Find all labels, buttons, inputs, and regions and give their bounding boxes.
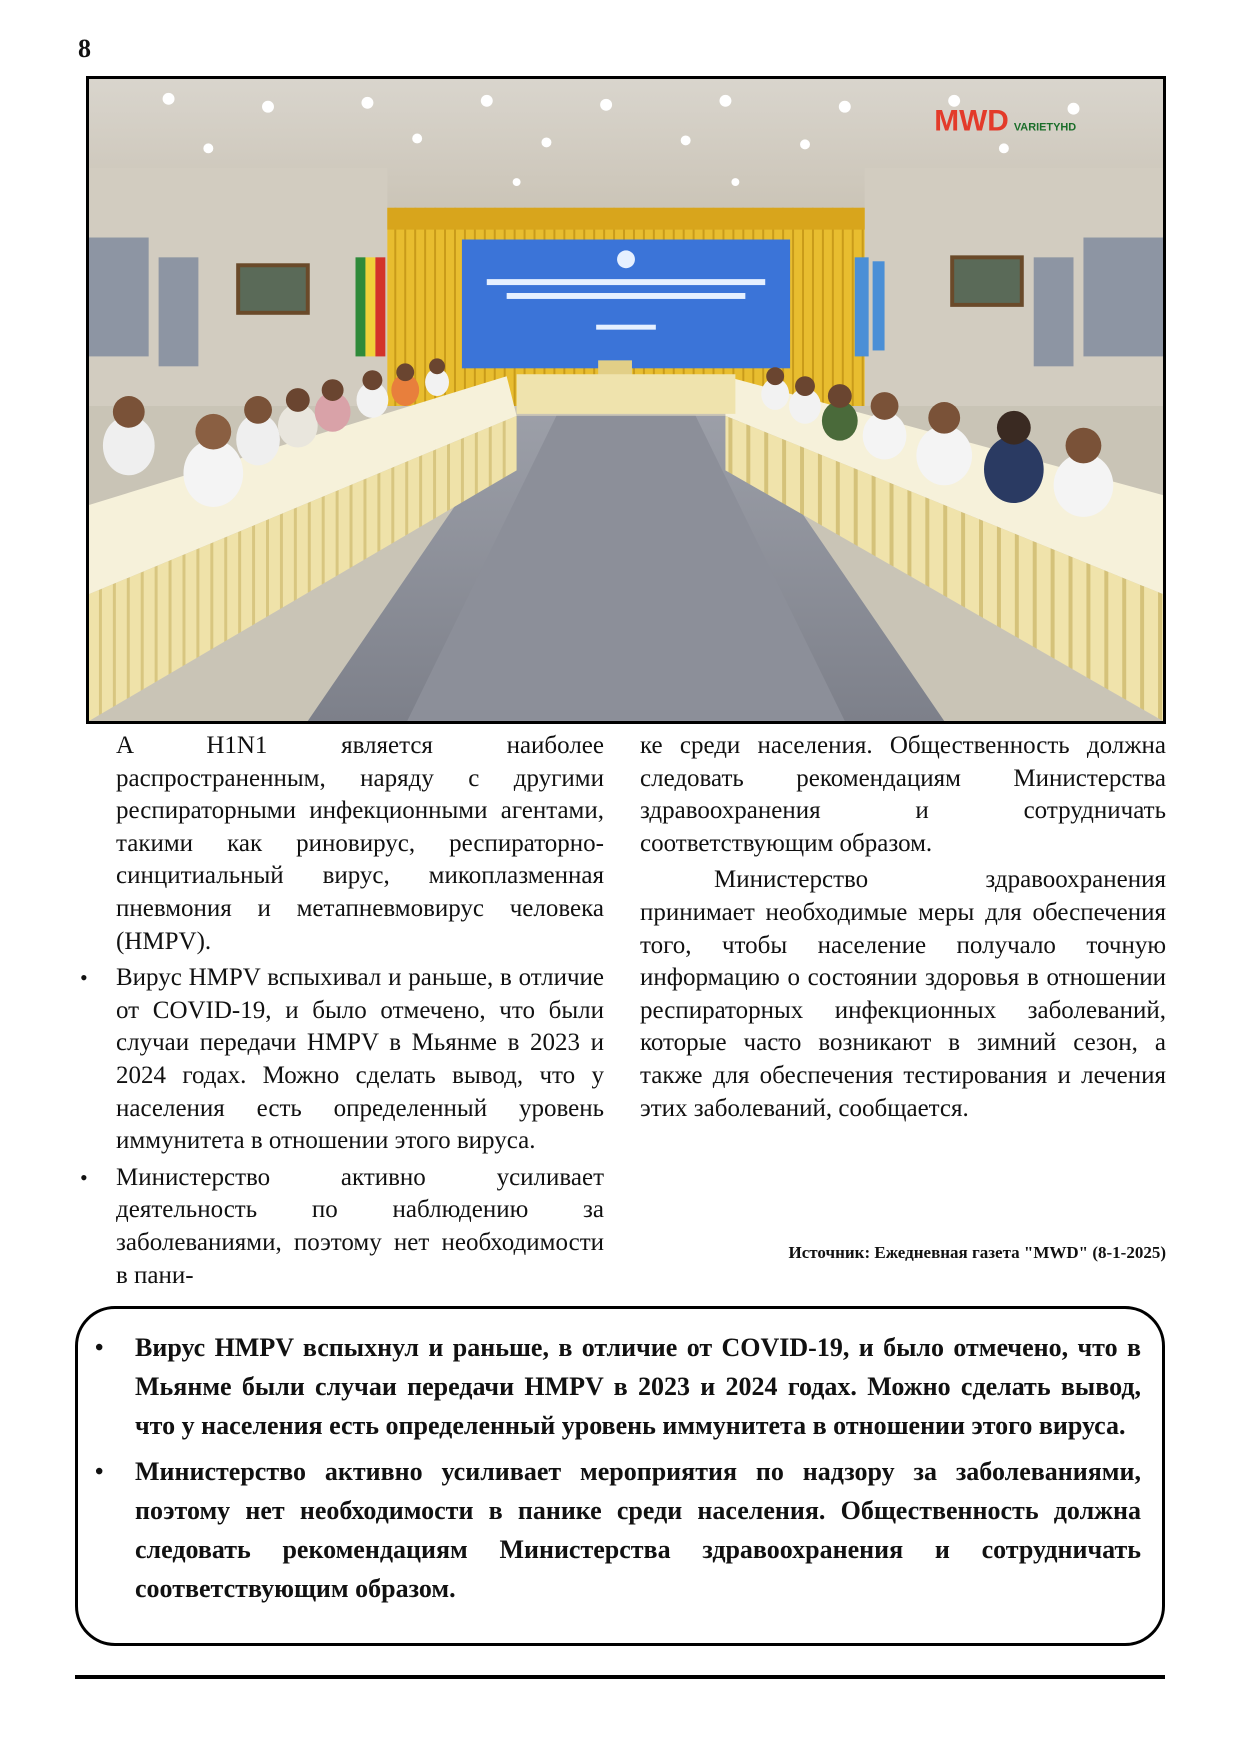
watermark-variety: VARIETYHD (1013, 121, 1077, 134)
bullet-item (80, 962, 604, 1158)
summary-item (95, 1453, 1141, 1608)
source-credit: Источник: Ежедневная газета "MWD" (8-1-2025) (788, 1243, 1166, 1262)
bullet-icon: • (95, 1335, 104, 1361)
paragraph: ке среди населения. Общественность должна следовать рекомендациям Министерства здравоохранения и сотрудничать соответствующим образом. (640, 732, 1166, 857)
meeting-hall-photo (86, 76, 1166, 724)
summary-text: Министерство активно усиливает мероприятия по надзору за заболеваниями, поэтому нет необходимости в панике среди населения. Общественность должна следовать рекомендациям Министерства здравоохранения и сотрудничать соответствующим образом. (135, 1457, 1141, 1603)
summary-list (95, 1329, 1141, 1617)
article-right-column (640, 730, 1166, 1125)
bullet-item (80, 1162, 604, 1292)
page-number: 8 (78, 34, 91, 63)
paragraph: A H1N1 является наиболее распространенным, наряду с другими респираторными инфекционными агентами, такими как риновирус, респираторно-синцитиальный вирус, микоплазменная пневмония и метапневмовирус человека (HMPV). (116, 732, 604, 955)
bullet-text: Министерство активно усиливает деятельность по наблюдению за заболеваниями, поэтому нет необходимости в пани- (116, 1163, 604, 1289)
bullet-icon: • (95, 1459, 104, 1486)
bullet-icon: • (80, 1164, 88, 1190)
watermark-mwd: MWD (934, 104, 1009, 138)
meeting-hall-photo-icon (89, 79, 1163, 721)
bullet-icon: • (80, 965, 88, 991)
paragraph: Министерство здравоохранения принимает необходимые меры для обеспечения того, чтобы население получало точную информацию о состоянии здоровья в отношении респираторных инфекционных заболеваний, которые часто возникают в зимний сезон, а также для обеспечения тестирования и лечения этих заболеваний, сообщается. (640, 866, 1166, 1122)
summary-text: Вирус HMPV вспыхнул и раньше, в отличие от COVID-19, и было отмечено, что в Мьянме были случаи передачи HMPV в 2023 и 2024 годах. Можно сделать вывод, что у населения есть определенный уровень иммунитета в отношении этого вируса. (135, 1333, 1141, 1440)
summary-item (95, 1329, 1141, 1445)
bottom-rule (75, 1675, 1165, 1679)
article-left-column (80, 730, 604, 1292)
summary-box (75, 1306, 1165, 1646)
bullet-text: Вирус HMPV вспыхивал и раньше, в отличие от COVID-19, и было отмечено, что были случаи передачи HMPV в Мьянме в 2023 и 2024 годах. Можно сделать вывод, что у населения есть определенный уровень иммунитета в отношении этого вируса. (116, 964, 604, 1155)
